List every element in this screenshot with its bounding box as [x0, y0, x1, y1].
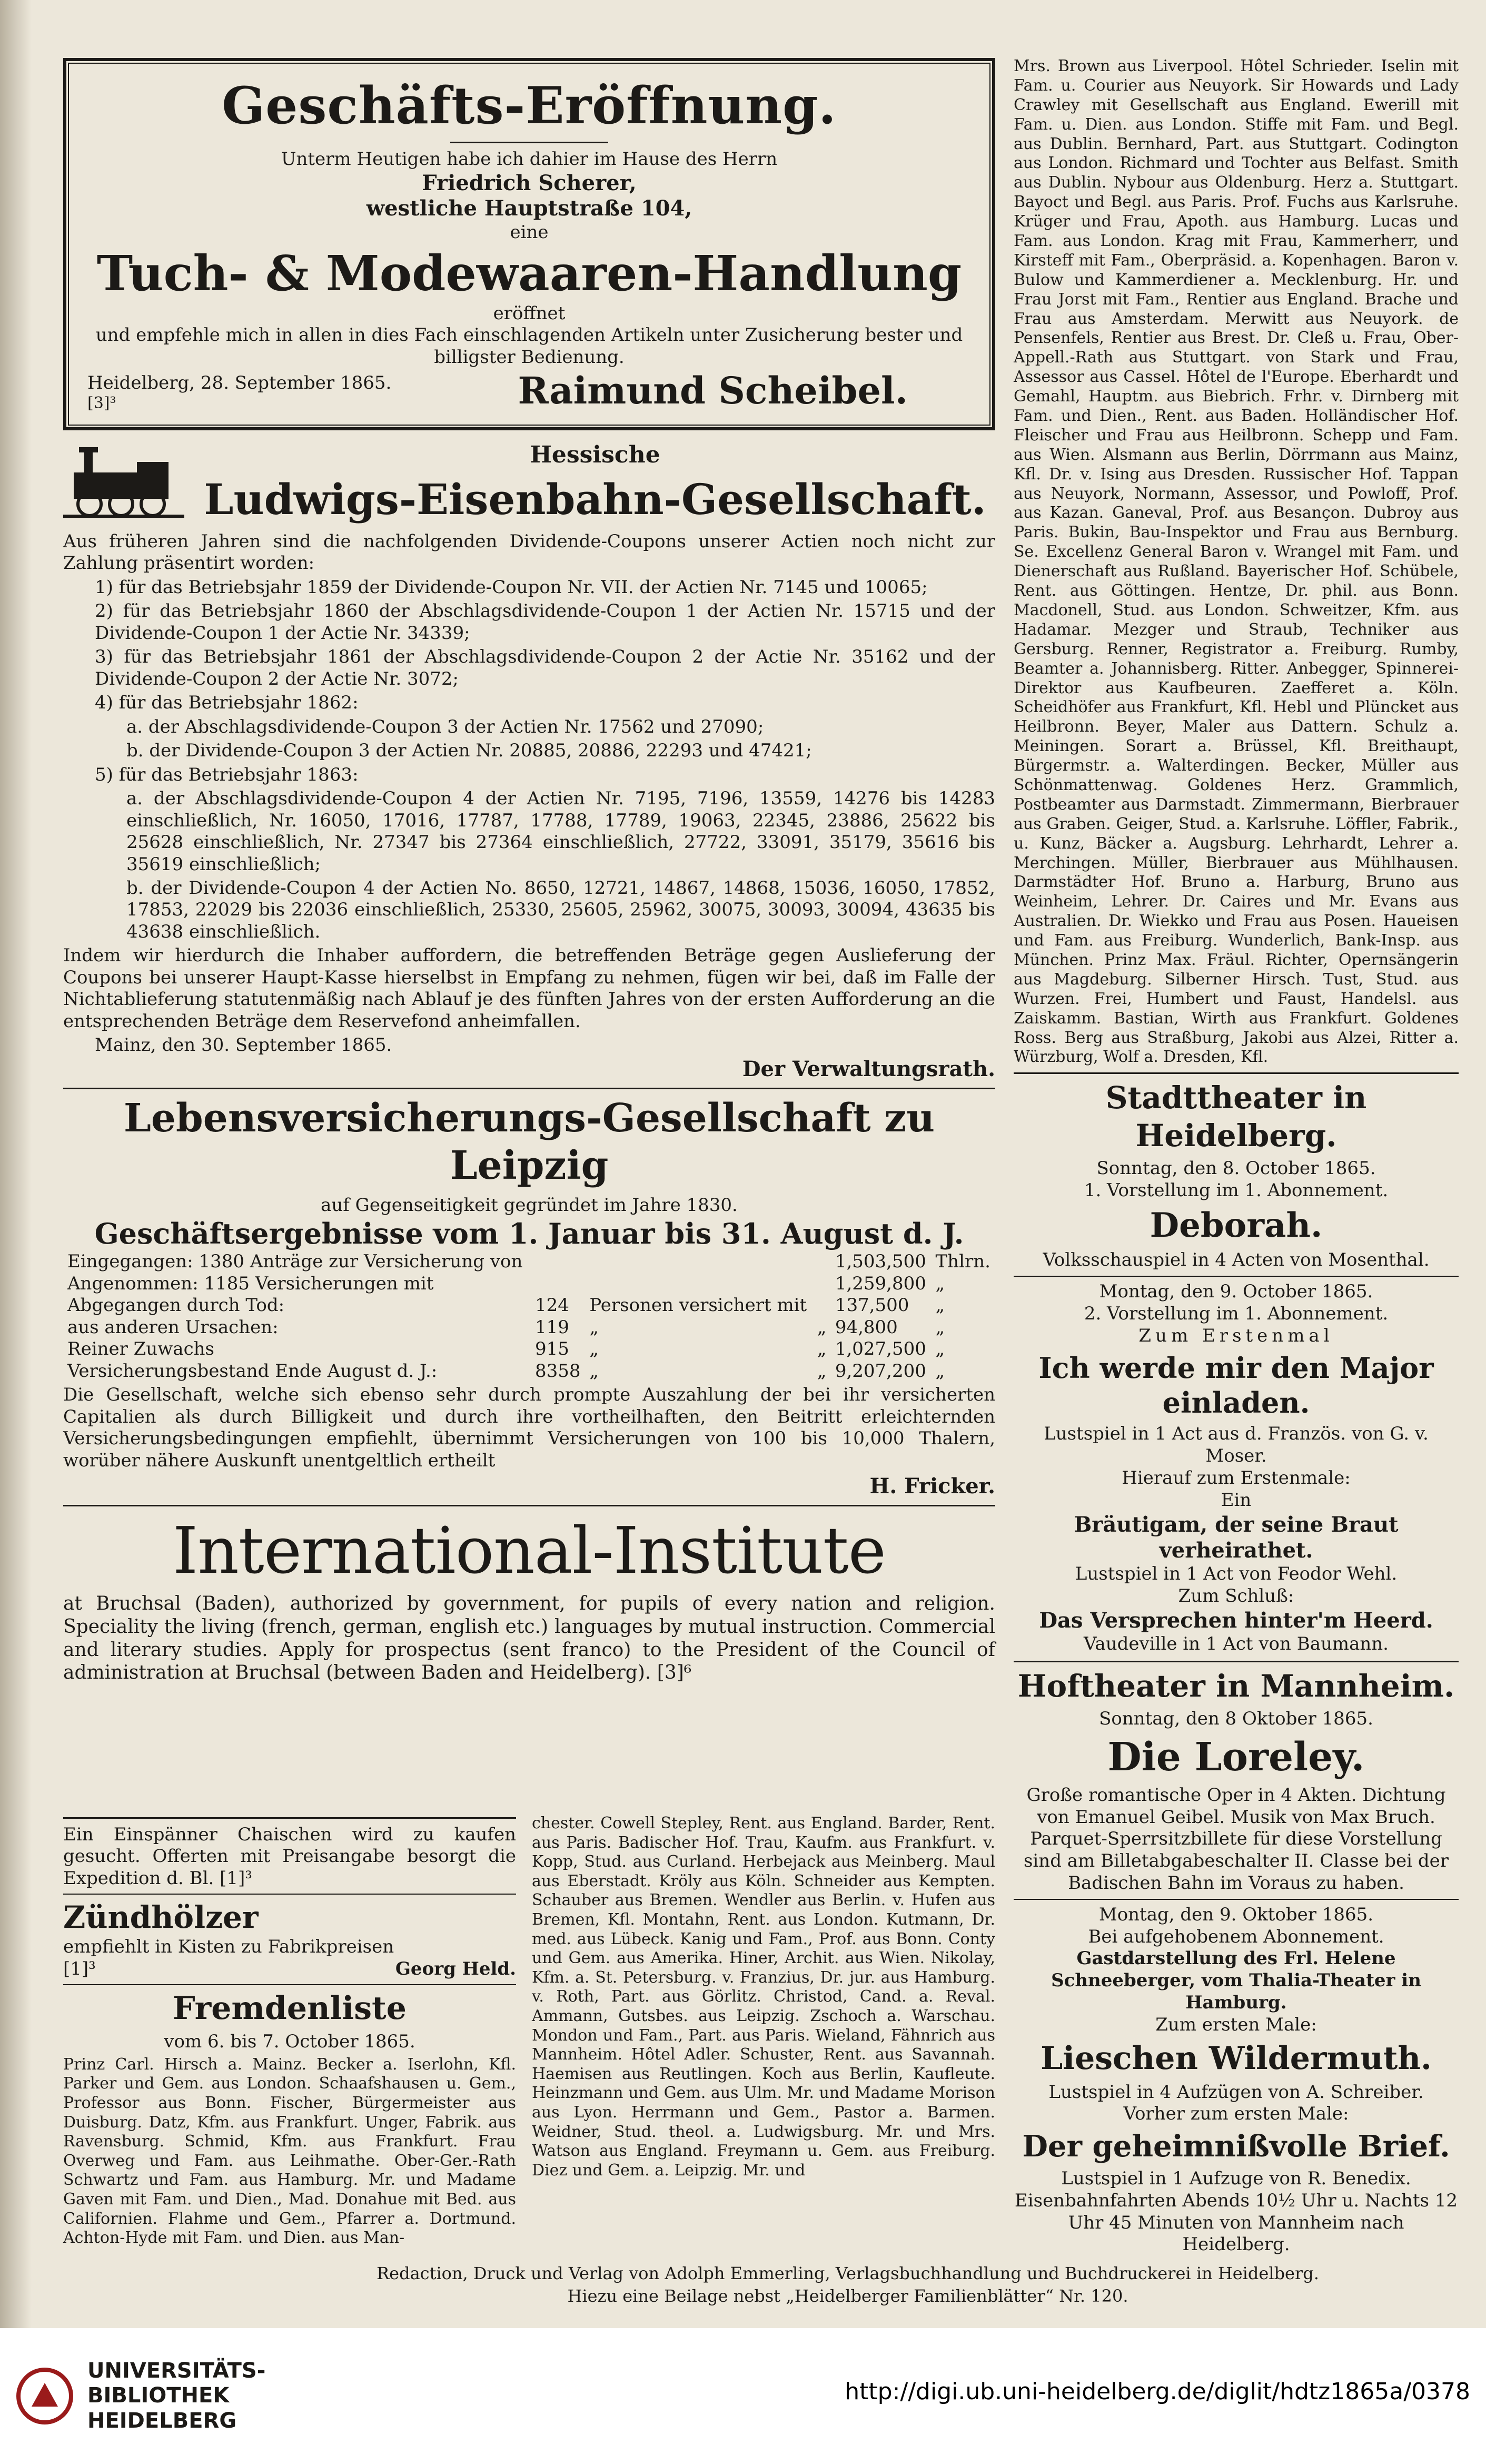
insurance-results-heading: Geschäftsergebnisse vom 1. Januar bis 31. August d. J.	[94, 1216, 964, 1250]
mannheim-desc-2: Lustspiel in 4 Aufzügen von A. Schreiber.	[1048, 2081, 1424, 2103]
ad-eine: eine	[510, 222, 549, 243]
hotel-list-top: Mrs. Brown aus Liverpool. Hôtel Schrieder. Iselin mit Fam. u. Courier aus Neuyork. Sir Howards und Lady Crawley mit Gesellschaft aus England. Ewerill mit Fam. u. Dien. aus London. Stiffe mit Fam. und Begl. aus Dublin. Bernhard, Part. aus Stuttgart. Codington aus London. Richmard und Tochter aus Belfast. Smith aus Dublin. Nybour aus Oldenburg. Herz a. Stuttgart. Bayoct und Begl. aus Paris. Prof. Fuchs aus Karlsruhe. Krüger und Frau, Apoth. aus Hamburg. Lucas und Fam. aus London. Krag mit Frau, Kammerherr, und Kirsteff mit Fam., Oberpräsid. a. Kopenhagen. Baron v. Bulow und Kammerdiener a. Mecklenburg. Hr. und Frau Jorst mit Fam., Rentier aus England. Brache und Frau aus Amsterdam. Merwitt aus Neuyork. de Pensenfels, Rentier aus Brest. Dr. Cleß u. Frau, Ober-Appell.-Rath aus Stuttgart. von Stark und Frau, Assessor aus Cassel. Hôtel de l'Europe. Eberhardt und Gemahl, Hauptm. aus Biebrich. Frhr. v. Dirnberg mit Fam. und Dien., Rent. aus Baden. Holländischer Hof. Fleischer und Frau aus Heilbronn. Schepp und Fam. aus Wien. Alsmann aus Berlin, Dörrmann aus Mainz, Kfl. Dr. v. Ising aus Dresden. Russischer Hof. Tappan aus Neuyork, Normann, Assessor, und Powloff, Prof. aus Kazan. Ganeval, Prof. aus Besançon. Dubroy aus Paris. Bukin, Bau-Inspektor und Frau aus Bernburg. Se. Excellenz General Baron v. Wrangel mit Fam. und Dienerschaft aus Rußland. Bayerischer Hof. Schübele, Rent. aus Göttingen. Hentze, Dr. phil. aus Bonn. Macdonell, Stud. aus London. Schweitzer, Kfm. aus Hadamar. Mezger und Straub, Techniker aus Gersburg. Renner, Registrator a. Freiburg. Rumby, Beamter a. Johannisberg. Ritter. Anbegger, Spinnerei-Direktor aus Kaufbeuren. Zaefferet a. Köln. Scheidhöfer aus Frankfurt, Kfl. Hebl und Plüncket aus Heilbronn. Beyer, Maler aus Dattern. Schulz a. Meiningen. Sorart a. Brüssel, Kfl. Breithaupt, Bürgermstr. a. Walterdingen. Becker, Müller aus Schönmattenwag. Goldenes Herz. Grammlich, Postbeamter aus Darmstadt. Zimmermann, Bierbrauer aus Graben. Geiger, Stud. a. Karlsruhe. Löffler, Fabrik., u. Kunz, Bäcker a. Augsburg. Lehrhardt, Lehrer a. Merchingen. Müller, Bierbrauer aus Mühlhausen. Darmstädter Hof. Bruno a. Harburg, Bruno aus Weinheim, Lehrer. Dr. Caires und Mr. Evans aus Australien. Dr. Wiekko und Frau aus Posen. Haueisen und Fam. aus Freiburg. Wunderlich, Bank-Insp. aus München. Prinz Max. Fräul. Richter, Opernsängerin aus Magdeburg. Silberner Hirsch. Tust, Stud. aus Wurzen. Frei, Humbert und Faust, Handelsl. aus Zaiskamm. Bastian, Wirth aus Frankfurt. Goldenes Ross. Berg aus Straßburg, Jakobi aus Alzei, Ritter a. Würzburg, Wolf a. Dresden, Kfl.	[1014, 57, 1459, 1067]
insurance-signature: H. Fricker.	[869, 1474, 995, 1499]
mannheim-desc-3: Lustspiel in 1 Aufzuge von R. Benedix.	[1061, 2168, 1411, 2190]
mannheim-play-1: Die Loreley.	[1107, 1734, 1365, 1780]
ad-name: Friedrich Scherer,	[422, 170, 637, 195]
source-url[interactable]: http://digi.ub.uni-heidelberg.de/diglit/hdtz1865a/0378	[845, 2378, 1470, 2405]
table-row: Abgegangen durch Tod: 124 Personen versichert mit 137,500 „	[67, 1295, 945, 1316]
railway-item-5a: a. der Abschlagsdividende-Coupon 4 der Actien Nr. 7195, 7196, 13559, 14276 bis 14283 einschließlich, Nr. 16050, 17016, 17787, 17788, 17789, 19063, 22345, 23886, 25622 bis 25628 einschließlich, Nr. 27347 bis 27364 einschließlich, 27722, 33091, 35179, 35616 bis 35619 einschließlich;	[126, 788, 995, 875]
railway-item-3: 3) für das Betriebsjahr 1861 der Abschlagsdividende-Coupon 2 der Actie Nr. 35162 und der Dividende-Coupon 2 der Actie Nr. 3072;	[95, 646, 995, 689]
theater-desc-1: Volksschauspiel in 4 Acten von Mosenthal.	[1043, 1249, 1430, 1271]
visitors-part-2: chester. Cowell Stepley, Rent. aus England. Barder, Rent. aus Paris. Badischer Hof. Trau, Kaufm. aus Frankfurt. v. Kopp, Stud. aus Curland. Herbejack aus Meinberg. Maul aus Eberstadt. Kröly aus Köln. Schneider aus Kempten. Schauber aus Bremen. Wendler aus Berlin. v. Hufen aus Bremen, Kfl. Montahn, Rent. aus London. Kutmann, Dr. med. aus Lübeck. Kanig und Fam., Prof. aus Bonn. Conty und Gem. aus Amerika. Hiner, Archit. aus Wien. Nikolay, Kfm. a. St. Petersburg. v. Franzius, Dr. jur. aus Hamburg. v. Roth, Part. aus Görlitz. Christod, Cand. a. Reval. Ammann, Gutsbes. aus Leipzig. Zschoch a. Warschau. Mondon und Fam., Part. aus Paris. Wieland, Fähnrich aus Mannheim. Hôtel Adler. Schuster, Rent. aus Savannah. Haemisen aus Reutlingen. Koch aus Berlin, Kaufleute. Heinzmann und Gem. aus Ulm. Mr. und Madame Morison aus Lyon. Herrmann und Gem., Pastor a. Barmen. Weidner, Stud. theol. a. Ludwigsburg. Mr. und Mrs. Watson aus England. Freymann u. Gem. aus Freiburg. Diez und Gem. a. Leipzig. Mr. und	[532, 1814, 995, 2180]
ad-title: Geschäfts-Eröffnung.	[222, 76, 837, 135]
mannheim-date-2: Montag, den 9. Oktober 1865.	[1098, 1904, 1374, 1925]
imprint-line-1: Redaction, Druck und Verlag von Adolph Emmerling, Verlagsbuchhandlung und Buchdruckerei in Heidelberg.	[377, 2263, 1319, 2283]
carriage-ad: Ein Einspänner Chaischen wird zu kaufen gesucht. Offerten mit Preisangabe besorgt die Expedition d. Bl. [1]³	[63, 1824, 516, 1889]
logo-line-1: UNIVERSITÄTS-	[87, 2359, 266, 2383]
title-underline	[450, 142, 608, 143]
mannheim-play-3: Der geheimnißvolle Brief.	[1022, 2129, 1450, 2164]
railway-item-4: 4) für das Betriebsjahr 1862:	[95, 692, 359, 714]
mannheim-play-2: Lieschen Wildermuth.	[1041, 2039, 1432, 2077]
mannheim-trains: Eisenbahnfahrten Abends 10½ Uhr u. Nachts 12 Uhr 45 Minuten von Mannheim nach Heidelberg.	[1014, 2190, 1458, 2255]
logo-line-3: HEIDELBERG	[87, 2408, 237, 2433]
theater-close: Zum Schluß:	[1178, 1585, 1294, 1606]
railway-closing: Indem wir hierdurch die Inhaber auffordern, die betreffenden Beträge gegen Auslieferung der Coupons bei unserer Haupt-Kasse hierselbst in Empfang zu nehmen, fügen wir bei, daß im Falle der Nichtablieferung statutenmäßig nach Ablauf je des fünften Jahres von der ersten Aufforderung an die entsprechenden Beträge dem Reservefond anheimfallen.	[63, 945, 995, 1032]
railway-heading-small: Hessische	[530, 441, 660, 468]
railway-signature: Der Verwaltungsrath.	[742, 1056, 995, 1081]
right-column	[1014, 57, 1459, 2256]
matches-ref: [1]³	[63, 1958, 96, 1979]
divider	[1014, 1661, 1459, 1662]
divider	[1014, 1072, 1459, 1074]
library-footer-bar	[0, 2328, 1486, 2464]
railway-date: Mainz, den 30. September 1865.	[95, 1034, 392, 1056]
theater-play-2: Ich werde mir den Major einladen.	[1038, 1351, 1434, 1420]
mannheim-desc-1: Große romantische Oper in 4 Akten. Dichtung von Emanuel Geibel. Musik von Max Bruch.	[1026, 1784, 1446, 1828]
mannheim-sub: Bei aufgehobenem Abonnement.	[1088, 1926, 1384, 1947]
locomotive-icon	[63, 441, 184, 520]
matches-heading: Zündhölzer	[63, 1899, 259, 1936]
divider	[63, 1505, 995, 1506]
theater-then: Hierauf zum Erstenmale:	[1122, 1467, 1351, 1489]
divider	[1014, 1899, 1459, 1900]
institute-ad	[63, 1512, 995, 1684]
institute-body: at Bruchsal (Baden), authorized by government, for pupils of every nation and religion. Speciality the living (french, german, english etc.) languages by mutual instruction. Commercial and literary studies. Apply for prospectus (sent franco) to the President of the Council of administration at Bruchsal (between Baden and Heidelberg). [3]⁶	[63, 1592, 995, 1684]
ad-address: westliche Hauptstraße 104,	[366, 196, 692, 221]
theater-ein: Ein	[1221, 1489, 1252, 1511]
divider	[1014, 1276, 1459, 1277]
theater-heading: Stadttheater in Heidelberg.	[1105, 1080, 1367, 1154]
mannheim-date-1: Sonntag, den 8 Oktober 1865.	[1099, 1708, 1373, 1729]
left-column	[63, 58, 995, 1687]
imprint-line-2: Hiezu eine Beilage nebst „Heidelberger Familienblätter“ Nr. 120.	[567, 2286, 1128, 2307]
table-row: Reiner Zuwachs 915 „ „ 1,027,500 „	[67, 1338, 945, 1360]
insurance-body: Die Gesellschaft, welche sich ebenso sehr durch prompte Auszahlung der bei ihr versicherten Capitalien als durch Billigkeit und durch ihre vortheilhaften, den Beitritt erleichternden Versicherungsbedingungen empfiehlt, übernimmt Versicherungen von 100 bis 10,000 Thalern, worüber nähere Auskunft unentgeltlich ertheilt	[63, 1384, 995, 1471]
theater-first: Zum Erstenmal	[1138, 1325, 1334, 1346]
library-seal-icon	[16, 2367, 74, 2425]
visitors-continued-column	[532, 1812, 995, 2182]
theater-desc-3: Lustspiel in 1 Act von Feodor Wehl.	[1075, 1563, 1398, 1584]
table-row: Versicherungsbestand Ende August d. J.: 8358 „ „ 9,207,200 „	[67, 1360, 945, 1382]
theater-perf-2: 2. Vorstellung im 1. Abonnement.	[1084, 1303, 1389, 1324]
insurance-heading: Lebensversicherungs-Gesellschaft zu Leipzig	[123, 1095, 935, 1188]
table-row: Angenommen: 1185 Versicherungen mit 1,259,800 „	[67, 1273, 945, 1294]
matches-signature: Georg Held.	[395, 1958, 516, 1979]
heidelberg-theater	[1014, 1079, 1459, 1655]
institute-heading: International-Institute	[173, 1513, 886, 1588]
divider	[63, 1817, 516, 1819]
library-logo	[16, 2359, 265, 2433]
theater-desc-2: Lustspiel in 1 Act aus d. Französ. von G. v. Moser.	[1044, 1423, 1429, 1467]
ad-signature: Raimund Scheibel.	[518, 369, 908, 413]
railway-item-5b: b. der Dividende-Coupon 4 der Actien No. 8650, 12721, 14867, 14868, 15036, 16050, 17852, 17853, 22029 bis 22036 einschließlich, 25330, 25605, 25962, 30075, 30093, 30094, 43635 bis 43638 einschließlich.	[126, 877, 995, 942]
theater-play-3: Bräutigam, der seine Braut verheirathet.	[1074, 1512, 1399, 1563]
theater-play-4: Das Versprechen hinter'm Heerd.	[1039, 1608, 1433, 1633]
imprint	[221, 2262, 1474, 2308]
mannheim-guest: Gastdarstellung des Frl. Helene Schneeberger, vom Thalia-Theater in Hamburg.	[1051, 1948, 1421, 2014]
railway-item-5: 5) für das Betriebsjahr 1863:	[95, 764, 359, 785]
railway-intro: Aus früheren Jahren sind die nachfolgenden Dividende-Coupons unserer Actien noch nicht zur Zahlung präsentirt worden:	[63, 530, 995, 574]
ad-line-1: Unterm Heutigen habe ich dahier im Hause des Herrn	[281, 149, 778, 170]
railway-item-4b: b. der Dividende-Coupon 3 der Actien Nr. 20885, 20886, 22293 und 47421;	[126, 740, 812, 762]
ad-eroeffnet: eröffnet	[493, 302, 566, 324]
visitors-part-1: Prinz Carl. Hirsch a. Mainz. Becker a. Iserlohn, Kfl. Parker und Gem. aus London. Schaafshausen u. Gem., Professor aus Bonn. Fischer, Bürgermeister aus Duisburg. Datz, Kfm. aus Frankfurt. Unger, Fabrik. aus Ravensburg. Schmid, Kfm. aus Frankfurt. Frau Overweg und Fam. aus Leihmathe. Ober-Ger.-Rath Schwartz und Fam. aus Hamburg. Mr. und Madame Gaven mit Fam. und Dien., Mad. Donahue mit Bed. aus Californien. Flahme und Gem., Pfarrer a. Dortmund. Achton-Hyde mit Fam. und Dien. aus Man-	[63, 2055, 516, 2248]
visitors-dates: vom 6. bis 7. October 1865.	[164, 2031, 415, 2053]
theater-desc-4: Vaudeville in 1 Act von Baumann.	[1084, 1633, 1389, 1654]
railway-item-2: 2) für das Betriebsjahr 1860 der Abschlagsdividende-Coupon 1 der Actien Nr. 15715 und der Dividende-Coupon 1 der Actie Nr. 34339;	[95, 600, 995, 644]
divider	[63, 1088, 995, 1089]
insurance-table	[63, 1251, 995, 1382]
railway-notice	[63, 441, 995, 1082]
theater-perf-1: 1. Vorstellung im 1. Abonnement.	[1084, 1179, 1389, 1201]
theater-date-2: Montag, den 9. October 1865.	[1099, 1281, 1373, 1303]
insurance-sub: auf Gegenseitigkeit gegründet im Jahre 1830.	[321, 1195, 738, 1216]
mannheim-before: Vorher zum ersten Male:	[1123, 2103, 1349, 2125]
small-ads-column	[63, 1812, 516, 2250]
logo-line-2: BIBLIOTHEK	[87, 2383, 230, 2408]
theater-date-1: Sonntag, den 8. October 1865.	[1096, 1157, 1376, 1179]
mannheim-note: Parquet-Sperrsitzbillete für diese Vorstellung sind am Billetabgabeschalter II. Classe bei der Badischen Bahn im Voraus zu haben.	[1023, 1828, 1449, 1894]
railway-item-4a: a. der Abschlagsdividende-Coupon 3 der Actien Nr. 17562 und 27090;	[126, 716, 764, 737]
ad-body: und empfehle mich in allen in dies Fach einschlagenden Artikeln unter Zusicherung bester und billigster Bedienung.	[95, 324, 963, 368]
theater-play-1: Deborah.	[1150, 1205, 1323, 1245]
insurance-notice	[63, 1095, 995, 1500]
ad-ref: [3]³	[87, 394, 116, 413]
table-row: aus anderen Ursachen: 119 „ „ 94,800 „	[67, 1316, 945, 1338]
divider	[63, 1984, 516, 1985]
railway-heading: Ludwigs-Eisenbahn-Gesellschaft.	[204, 475, 986, 525]
business-opening-ad	[63, 58, 995, 430]
table-row: Eingegangen: 1380 Anträge zur Versicherung von 1,503,500 Thlrn.	[67, 1251, 990, 1273]
page-spine-shadow	[0, 0, 32, 2328]
mannheim-first: Zum ersten Male:	[1155, 2014, 1317, 2035]
mannheim-theater	[1014, 1668, 1459, 2256]
ad-shop-name: Tuch- & Modewaaren-Handlung	[96, 244, 962, 302]
ad-date: Heidelberg, 28. September 1865.	[87, 372, 392, 393]
mannheim-heading: Hoftheater in Mannheim.	[1017, 1668, 1455, 1704]
matches-body: empfiehlt in Kisten zu Fabrikpreisen	[63, 1936, 394, 1958]
visitors-heading: Fremdenliste	[173, 1990, 407, 2027]
divider	[63, 1894, 516, 1895]
railway-item-1: 1) für das Betriebsjahr 1859 der Dividende-Coupon Nr. VII. der Actien Nr. 7145 und 10065;	[95, 576, 928, 598]
